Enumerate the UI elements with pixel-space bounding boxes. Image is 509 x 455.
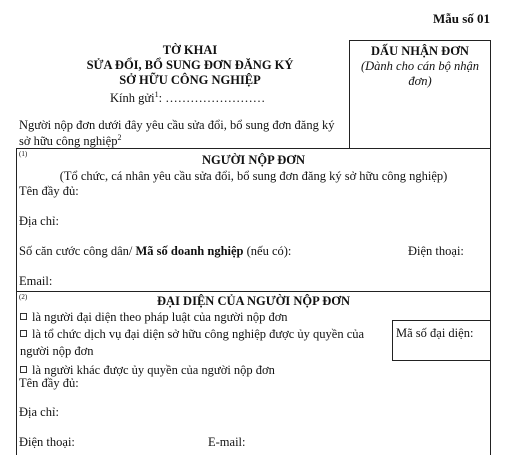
rep-phone-label: Điện thoại: [19,435,75,449]
rep-option-service-line2: người nộp đơn [20,344,94,358]
rep-code-box-top [392,320,491,321]
rep-address-label: Địa chỉ: [19,405,59,419]
applicant-email-label: Email: [19,274,53,288]
request-footnote: 2 [117,133,122,142]
applicant-id-label [19,245,291,258]
checkbox-service-org[interactable] [20,330,27,337]
form-title-line2: SỬA ĐỔI, BỔ SUNG ĐƠN ĐĂNG KÝ [86,58,294,72]
rep-code-label: Mã số đại diện: [396,326,474,340]
rep-option-legal-label: là người đại diện theo pháp luật của người nộp đơn [32,310,288,324]
rep-code-box-bottom [392,360,491,361]
rep-code-box-left [392,320,393,361]
form-title-line1: TỜ KHAI [162,43,218,57]
request-text: sở hữu công nghiệp [19,134,118,149]
rep-option-service-label: là tổ chức dịch vụ đại diện sở hữu công nghiệp được ủy quyền của [32,327,365,341]
form-title-line3: SỞ HỮU CÔNG NGHIỆP [119,73,261,87]
section1-title: NGƯỜI NỘP ĐƠN [201,153,305,167]
addressee-footnote: 1 [154,90,159,99]
applicant-full-name-label: Tên đầy đủ: [19,184,79,198]
id-label-part1: Số căn cước công dân/ [19,244,133,258]
stamp-box-note-line1: (Dành cho cán bộ nhận [360,59,480,73]
rep-option-other[interactable] [20,364,275,377]
applicant-phone-label: Điện thoại: [408,244,464,258]
form-number: Mẫu số 01 [433,11,491,26]
id-label-bold: Mã số doanh nghiệp [132,244,244,258]
checkbox-legal-rep[interactable] [20,313,27,320]
request-text-line2 [19,134,121,148]
stamp-box-note-line2: đơn) [408,74,432,88]
addressee-dots: : …………………… [158,91,266,106]
stamp-box-title: DẤU NHẬN ĐƠN [371,44,469,58]
addressee-label: Kính gửi [110,91,155,106]
rep-full-name-label: Tên đầy đủ: [19,376,79,390]
id-label-part2: (nếu có): [243,244,292,258]
stamp-box-top-border [349,40,491,41]
rep-option-other-label: là người khác được ủy quyền của người nộp đơn [32,363,275,377]
applicant-address-label: Địa chỉ: [19,214,59,228]
rep-email-label: E-mail: [208,435,246,449]
checkbox-other-rep[interactable] [20,366,27,373]
section2-top-border [16,291,491,292]
section1-subtitle: (Tổ chức, cá nhân yêu cầu sửa đổi, bổ sung đơn đăng ký sở hữu công nghiệp) [59,169,448,183]
section2-number: (2) [19,293,28,301]
section1-number: (1) [19,150,28,158]
rep-option-service[interactable] [20,328,364,341]
addressee-line [110,91,265,105]
rep-option-legal[interactable] [20,311,288,324]
request-text-line1: Người nộp đơn dưới đây yêu cầu sửa đổi, bổ sung đơn đăng ký [19,118,335,132]
section2-title: ĐẠI DIỆN CỦA NGƯỜI NỘP ĐƠN [157,294,350,308]
right-border [490,40,491,455]
